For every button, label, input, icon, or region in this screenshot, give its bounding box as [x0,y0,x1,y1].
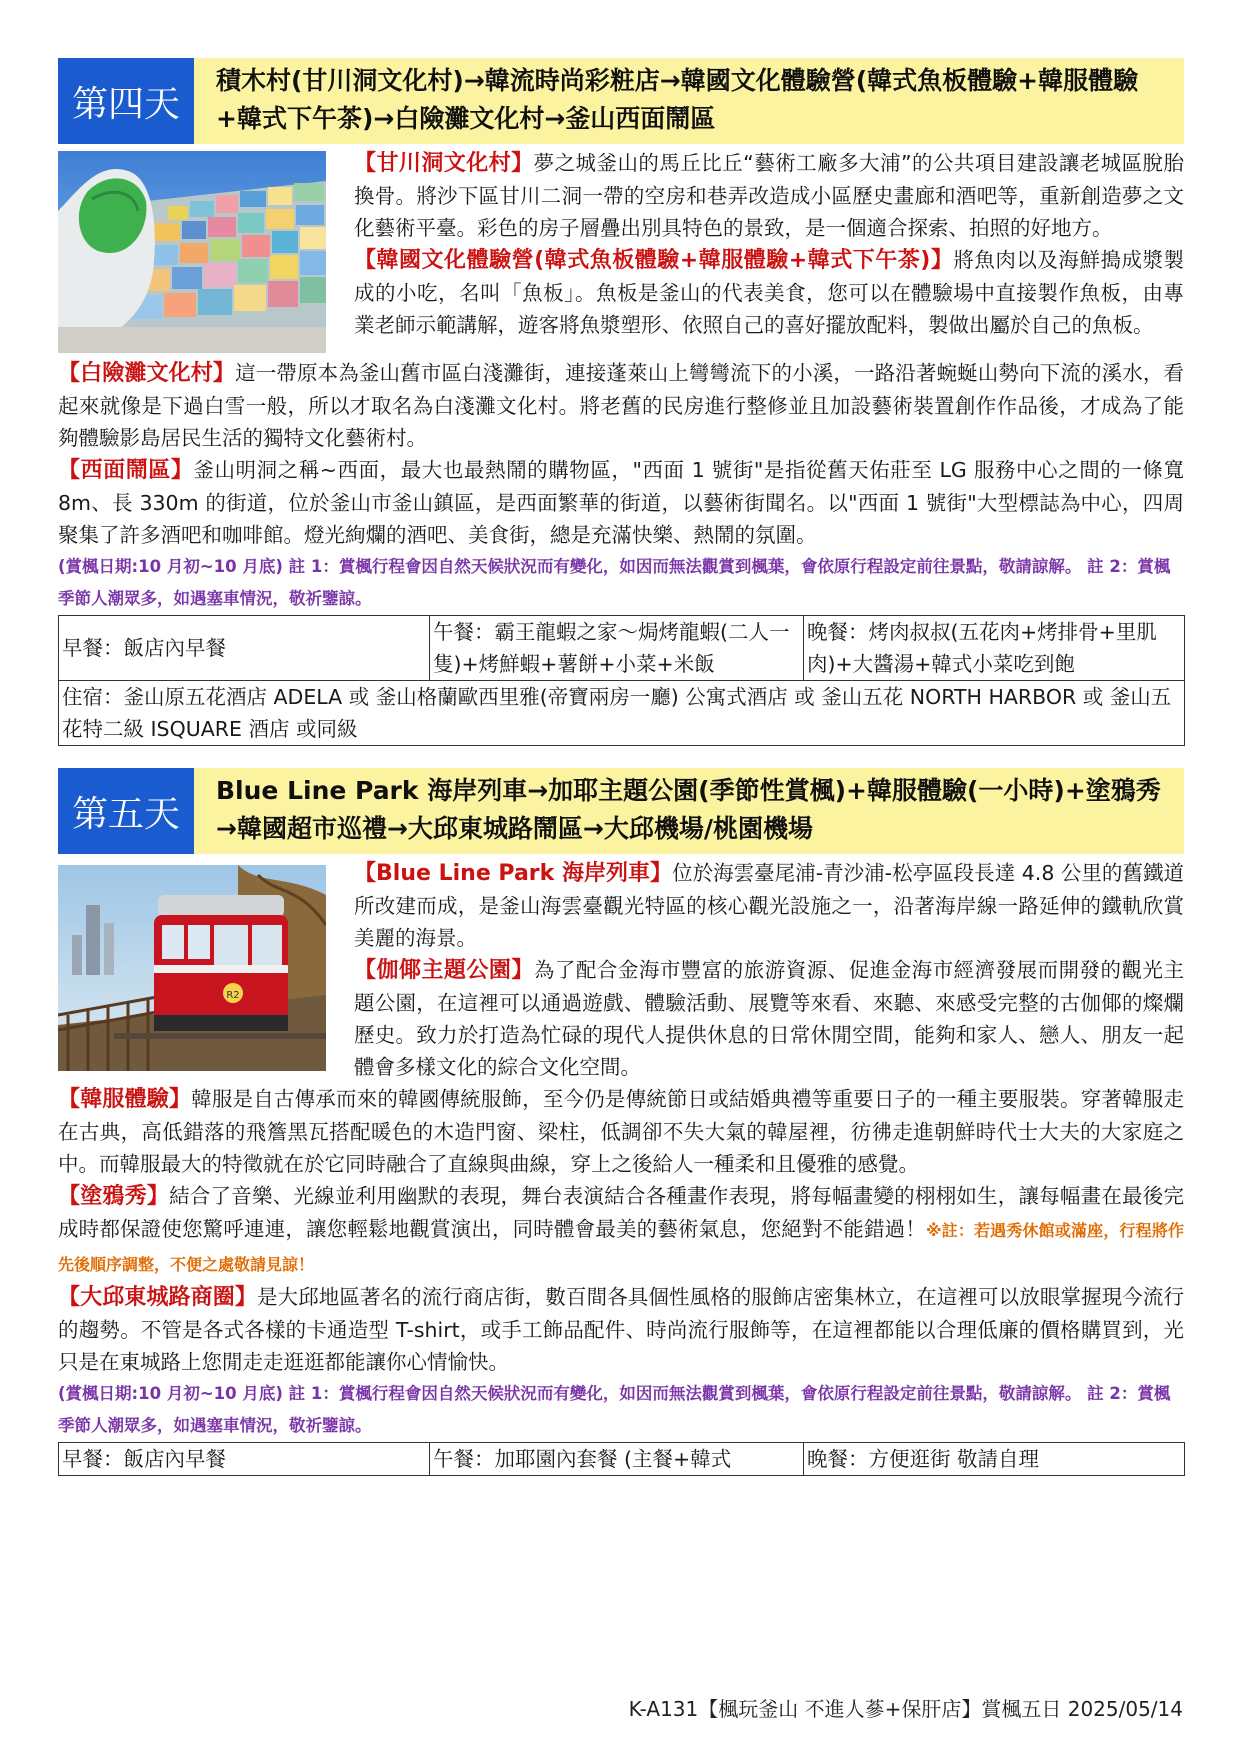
hanbok-text: 韓服是自古傳承而來的韓國傳統服飾，至今仍是傳統節日或結婚典禮等重要日子的一種主要服裝。穿著韓服走在古典，高低錯落的飛簷黑瓦搭配暖色的木造門窗、梁柱，低調卻不失大氣的韓屋裡，彷彿走進朝鮮時代士大夫的大家庭之中。而韓服最大的特徵就在於它同時融合了直線與曲線，穿上之後給人一種柔和且優雅的感覺。 [58,1087,1184,1176]
day5-meals-table [58,1442,1185,1476]
day5-dinner: 晚餐：方便逛街 敬請自理 [804,1443,1185,1476]
day5-maple-note: (賞楓日期:10 月初~10 月底) 註 1：賞楓行程會因自然天候狀況而有變化，如因而無法觀賞到楓葉，會依原行程設定前往景點，敬請諒解。 註 2：賞楓季節人潮眾多，如遇塞車情況，敬祈鑒諒。 [58,1384,1171,1435]
table-row [59,1443,1185,1476]
day5-badge: 第五天 [58,768,194,854]
gaya-text: 為了配合金海市豐富的旅游資源、促進金海市經濟發展而開發的觀光主題公園，在這裡可以通過遊戲、體驗活動、展覽等來看、來聽、來感受完整的古伽倻的燦爛歷史。致力於打造為忙碌的現代人提供休息的日常休閒空間，能夠和家人、戀人、朋友一起體會多樣文化的綜合文化空間。 [354,958,1184,1079]
culture-camp-text: 將魚肉以及海鮮搗成漿製成的小吃，名叫「魚板」。魚板是釜山的代表美食，您可以在體驗場中直接製作魚板，由專業老師示範講解，遊客將魚漿塑形、依照自己的喜好擺放配料，製做出屬於自己的魚板。 [354,248,1184,337]
seomyeon-paragraph [58,454,1184,551]
day4-title: 積木村(甘川洞文化村)→韓流時尚彩粧店→韓國文化體驗營(韓式魚板體驗+韓服體驗+韓式下午茶)→白險灘文化村→釜山西面鬧區 [216,66,1139,133]
culture-camp-heading: 【韓國文化體驗營(韓式魚板體驗+韓服體驗+韓式下午茶)】 [354,248,954,273]
day4-meals-table [58,615,1185,746]
painters-note: ※註：若遇秀休館或滿座，行程將作先後順序調整，不便之處敬請見諒！ [58,1221,1184,1274]
huinnyeoul-paragraph [58,357,1184,454]
day4-hotel: 住宿：釜山原五花酒店 ADELA 或 釜山格蘭歐西里雅(帝寶兩房一廳) 公寓式酒店 或 釜山五花 NORTH HARBOR 或 釜山五花特二級 ISQUARE 酒店 或同級 [59,681,1185,746]
painters-paragraph [58,1180,1184,1281]
blue-line-train-photo [58,865,326,1071]
gamcheon-village-photo [58,151,326,353]
day5-breakfast: 早餐：飯店內早餐 [59,1443,430,1476]
footer-product-code: K-A131【楓玩釜山 不進人蔘+保肝店】賞楓五日 2025/05/14 [628,1697,1183,1721]
seomyeon-text: 釜山明洞之稱~西面，最大也最熱鬧的購物區，"西面 1 號街"是指從舊天佑莊至 LG 服務中心之間的一條寬 8m、長 330m 的街道，位於釜山市釜山鎮區，是西面繁華的街道，以藝術街聞名。以"西面 1 號街"大型標誌為中心，四周聚集了許多酒吧和咖啡館。燈光絢爛的酒吧、美食街，總是充滿快樂、熱鬧的氛圍。 [58,458,1184,547]
day4-lunch: 午餐：霸王龍蝦之家～焗烤龍蝦(二人一隻)+烤鮮蝦+薯餅+小菜+米飯 [430,616,804,681]
day5-header [58,768,1184,854]
day5-title: Blue Line Park 海岸列車→加耶主題公園(季節性賞楓)+韓服體驗(一小時)+塗鴉秀→韓國超市巡禮→大邱東城路鬧區→大邱機場/桃園機場 [216,776,1161,843]
dongseong-text: 是大邱地區著名的流行商店街，數百間各具個性風格的服飾店密集林立，在這裡可以放眼掌握現今流行的趨勢。不管是各式各樣的卡通造型 T-shirt，或手工飾品配件、時尚流行服飾等，在這裡都能以合理低廉的價格購買到，光只是在東城路上您閒走走逛逛都能讓你心情愉快。 [58,1285,1184,1374]
day4-maple-note: (賞楓日期:10 月初~10 月底) 註 1：賞楓行程會因自然天候狀況而有變化，如因而無法觀賞到楓葉，會依原行程設定前往景點，敬請諒解。 註 2：賞楓季節人潮眾多，如遇塞車情況，敬祈鑒諒。 [58,557,1171,608]
painters-text: 結合了音樂、光線並利用幽默的表現，舞台表演結合各種畫作表現，將每幅畫變的栩栩如生，讓每幅畫在最後完成時都保證使您驚呼連連，讓您輕鬆地觀賞演出，同時體會最美的藝術氣息，您絕對不能錯過！ [58,1184,1184,1241]
svg-text:R2: R2 [226,990,240,1001]
hanbok-heading: 【韓服體驗】 [58,1087,192,1112]
seomyeon-heading: 【西面鬧區】 [58,458,194,483]
blueline-heading: 【Blue Line Park 海岸列車】 [354,861,673,886]
itinerary-page [58,58,1184,1476]
day5-lunch: 午餐：加耶園內套餐 (主餐+韓式 [430,1443,804,1476]
day4-breakfast: 早餐：飯店內早餐 [59,616,430,681]
day4-dinner: 晚餐：烤肉叔叔(五花肉+烤排骨+里肌肉)+大醬湯+韓式小菜吃到飽 [804,616,1185,681]
table-row [59,681,1185,746]
table-row [59,616,1185,681]
huinnyeoul-text: 這一帶原本為釜山舊市區白淺灘街，連接蓬萊山上彎彎流下的小溪，一路沿著蜿蜒山勢向下流的溪水，看起來就像是下過白雪一般，所以才取名為白淺灘文化村。將老舊的民房進行整修並且加設藝術裝置創作作品後，才成為了能夠體驗影島居民生活的獨特文化藝術村。 [58,361,1184,450]
blueline-text: 位於海雲臺尾浦-青沙浦-松亭區段長達 4.8 公里的舊鐵道所改建而成，是釜山海雲臺觀光特區的核心觀光設施之一，沿著海岸線一路延伸的鐵軌欣賞美麗的海景。 [354,861,1184,950]
gamcheon-heading: 【甘川洞文化村】 [354,151,534,176]
day4-badge: 第四天 [58,58,194,144]
gaya-heading: 【伽倻主題公園】 [354,958,534,983]
dongseong-paragraph [58,1281,1184,1378]
painters-heading: 【塗鴉秀】 [58,1184,170,1209]
huinnyeoul-heading: 【白險灘文化村】 [58,361,236,386]
hanbok-paragraph [58,1083,1184,1180]
gamcheon-text: 夢之城釜山的馬丘比丘“藝術工廠多大浦”的公共項目建設讓老城區脫胎換骨。將沙下區甘川二洞一帶的空房和巷弄改造成小區歷史畫廊和酒吧等，重新創造夢之文化藝術平臺。彩色的房子層疊出別具特色的景致，是一個適合探索、拍照的好地方。 [354,151,1184,240]
dongseong-heading: 【大邱東城路商圈】 [58,1285,257,1310]
day4-header [58,58,1184,144]
